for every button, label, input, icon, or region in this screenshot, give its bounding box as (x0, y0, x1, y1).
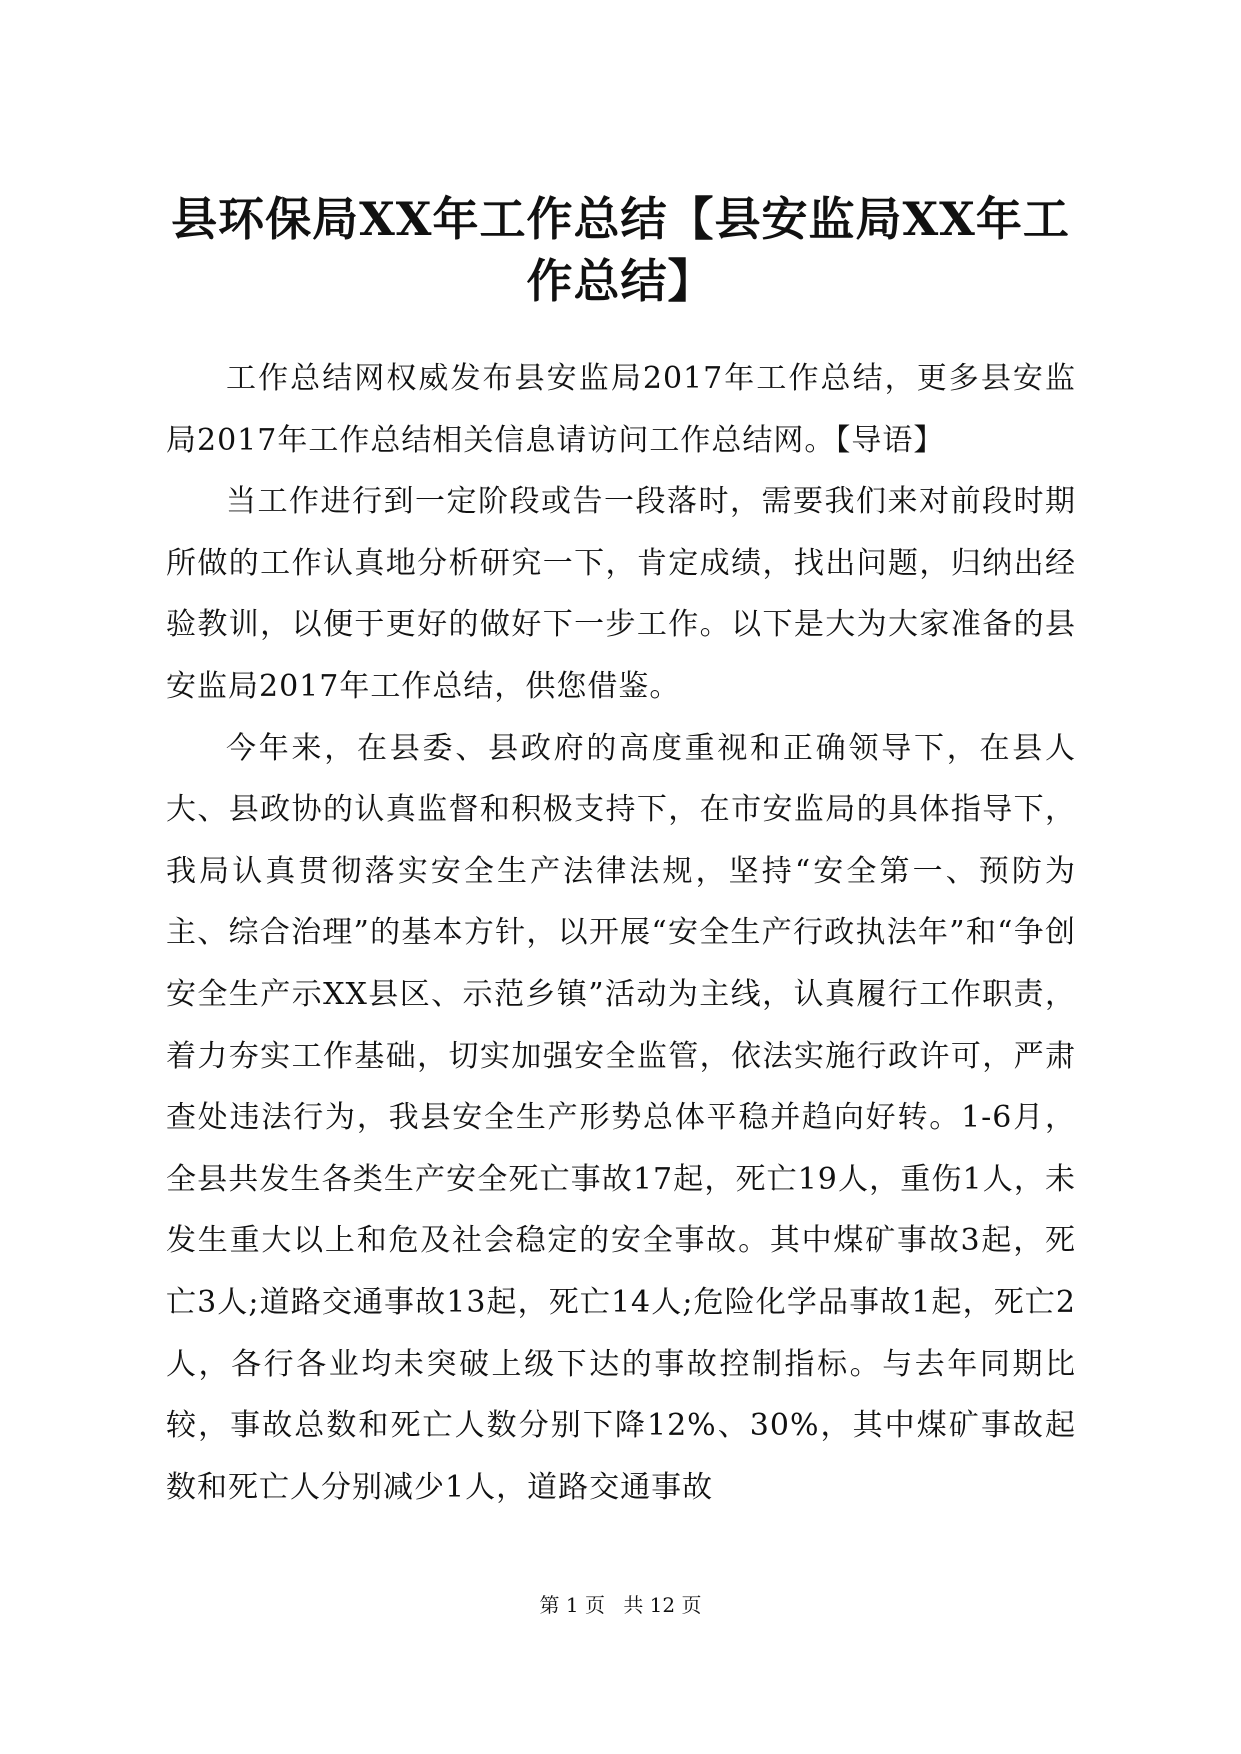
document-title: 县环保局XX年工作总结【县安监局XX年工作总结】 (171, 192, 1070, 308)
page-number: 第 1 页 (539, 1593, 605, 1617)
paragraph-intro: 工作总结网权威发布县安监局2017年工作总结，更多县安监局2017年工作总结相关信息请访问工作总结网。【导语】 (166, 361, 1076, 458)
paragraph-main: 今年来，在县委、县政府的高度重视和正确领导下，在县人大、县政协的认真监督和积极支持下，在市安监局的具体指导下，我局认真贯彻落实安全生产法律法规，坚持“安全第一、预防为主、综合治理”的基本方针，以开展“安全生产行政执法年”和“争创安全生产示XX县区、示范乡镇”活动为主线，认真履行工作职责，着力夯实工作基础，切实加强安全监管，依法实施行政许可，严肃查处违法行为，我县安全生产形势总体平稳并趋向好转。1-6月，全县共发生各类生产安全死亡事故17起，死亡19人，重伤1人，未发生重大以上和危及社会稳定的安全事故。其中煤矿事故3起，死亡3人;道路交通事故13起，死亡14人;危险化学品事故1起，死亡2人，各行各业均未突破上级下达的事故控制指标。与去年同期比较，事故总数和死亡人数分别下降12%、30%，其中煤矿事故起数和死亡人分别减少1人，道路交通事故 (166, 730, 1076, 1505)
document-body (166, 348, 1076, 1518)
page-total: 共 12 页 (623, 1593, 702, 1617)
paragraph-preface: 当工作进行到一定阶段或告一段落时，需要我们来对前段时期所做的工作认真地分析研究一下，肯定成绩，找出问题，归纳出经验教训，以便于更好的做好下一步工作。以下是大为大家准备的县安监局2017年工作总结，供您借鉴。 (166, 484, 1076, 704)
page-footer (0, 1592, 1241, 1618)
